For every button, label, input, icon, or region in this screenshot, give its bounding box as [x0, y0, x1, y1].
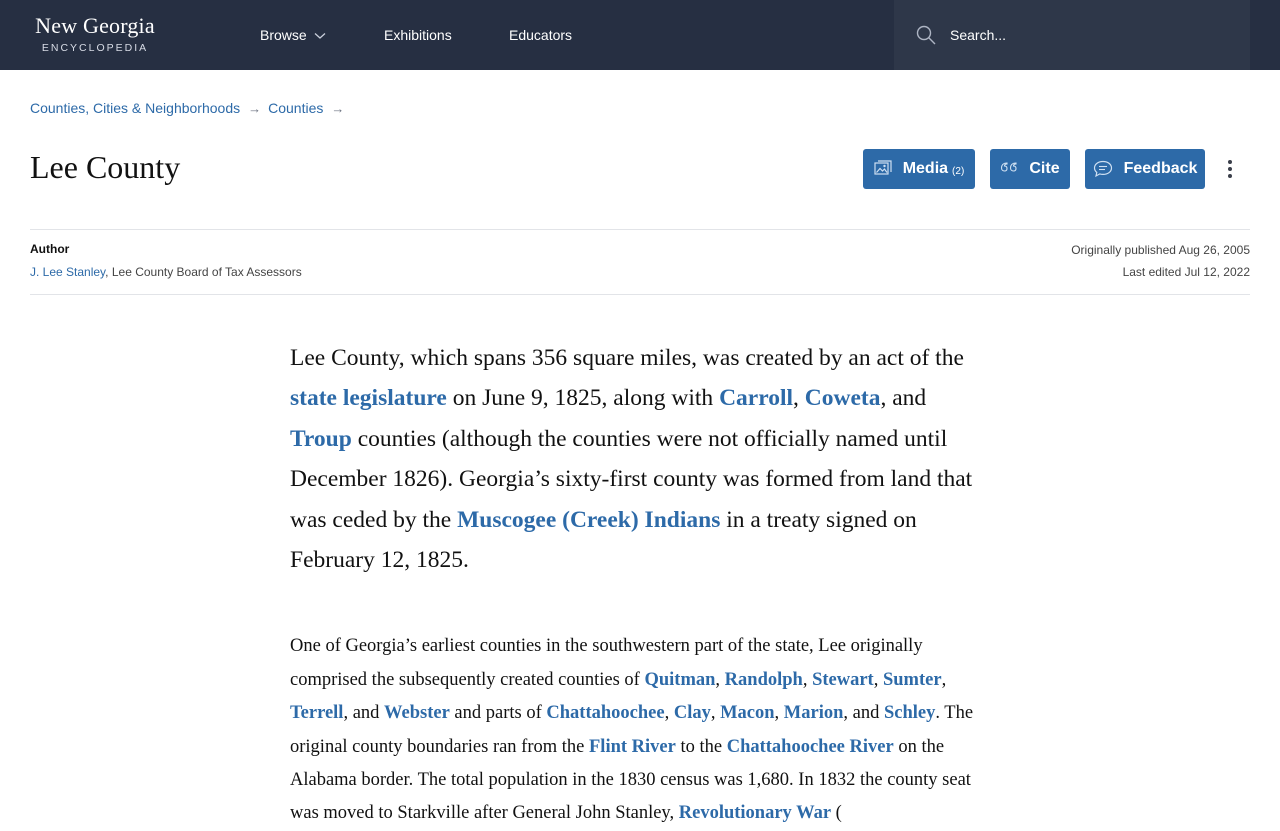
article-link[interactable]: Schley: [884, 703, 936, 724]
article-link[interactable]: Revolutionary War: [678, 803, 832, 824]
article-link[interactable]: Marion: [783, 703, 844, 724]
article-paragraph: [290, 630, 990, 830]
search-input[interactable]: [948, 26, 1228, 44]
article-link[interactable]: state legislature: [290, 385, 447, 412]
nav-exhibitions-link[interactable]: Exhibitions: [384, 27, 452, 43]
author-line: [30, 265, 302, 279]
article-text: to the: [675, 736, 727, 757]
last-edited-date: Last edited Jul 12, 2022: [1122, 265, 1250, 279]
article-text: ,: [715, 669, 725, 690]
arrow-right-icon: →: [331, 100, 345, 116]
article-link[interactable]: Chattahoochee: [546, 703, 665, 724]
divider: [30, 229, 1250, 230]
author-affiliation: , Lee County Board of Tax Assessors: [105, 265, 302, 279]
article-link[interactable]: Clay: [673, 703, 711, 724]
feedback-button[interactable]: [1085, 149, 1205, 189]
published-date: Originally published Aug 26, 2005: [1071, 243, 1250, 257]
article-link[interactable]: Troup: [290, 425, 352, 452]
article-text: ,: [941, 669, 947, 690]
article-text: Lee County, which spans 356 square miles, was created by an act of the: [290, 345, 964, 371]
logo-subtitle: ENCYCLOPEDIA: [41, 42, 149, 54]
cite-button[interactable]: [990, 149, 1070, 189]
divider: [30, 294, 1250, 295]
article-text: One of Georgia’s earliest counties in the southwestern part of the state, Lee originally comprised the subsequently created counties of: [290, 636, 923, 690]
quote-icon: [1000, 161, 1018, 177]
search-icon[interactable]: [916, 25, 936, 45]
nav-browse-label: Browse: [260, 27, 307, 43]
top-navigation-bar: [0, 0, 1280, 70]
media-count: (2): [952, 165, 965, 177]
media-button-label: Media: [902, 160, 949, 177]
article-text: ,: [802, 669, 813, 690]
article-text: . The original county boundaries ran from the: [290, 703, 974, 757]
site-logo[interactable]: [30, 13, 160, 55]
article-text: in a treaty signed on February 12, 1825.: [290, 506, 917, 574]
article-link[interactable]: Carroll: [719, 385, 794, 412]
article-text: (: [831, 803, 842, 824]
image-gallery-icon: [874, 160, 892, 178]
breadcrumb-link-counties[interactable]: Counties: [268, 100, 324, 116]
author-label: Author: [30, 242, 70, 256]
breadcrumb: [30, 100, 351, 116]
article-link[interactable]: Muscogee (Creek) Indians: [457, 506, 721, 533]
article-link[interactable]: Chattahoochee River: [726, 736, 894, 757]
nav-browse-menu[interactable]: [260, 0, 326, 70]
page-title: Lee County: [30, 149, 181, 185]
chat-bubble-icon: [1093, 160, 1113, 178]
cite-button-label: Cite: [1029, 160, 1060, 177]
article-text: , and: [880, 385, 927, 412]
article-text: on June 9, 1825, along with: [446, 385, 720, 412]
article-text: counties (although the counties were not officially named until December 1826). Georgia’s sixty-first county was formed from land that was ceded by the: [290, 425, 973, 533]
article-body: [290, 338, 990, 831]
article-link[interactable]: Quitman: [644, 669, 716, 690]
article-link[interactable]: Terrell: [290, 703, 344, 724]
article-link[interactable]: Sumter: [882, 669, 942, 690]
article-text: on the Alabama border. The total population in the 1830 census was 1,680. In 1832 the county seat was moved to Starkville after General John Stanley,: [290, 736, 971, 824]
logo-title: New Georgia: [35, 13, 155, 38]
search-bar[interactable]: [894, 0, 1250, 70]
article-link[interactable]: Randolph: [724, 669, 803, 690]
article-link[interactable]: Coweta: [804, 385, 881, 412]
article-text: , and: [343, 703, 385, 724]
article-link[interactable]: Flint River: [589, 736, 676, 757]
article-text: ,: [774, 703, 784, 724]
article-text: , and: [843, 703, 884, 724]
article-link[interactable]: Webster: [384, 703, 450, 724]
article-link[interactable]: Macon: [720, 703, 775, 724]
article-text: ,: [710, 703, 721, 724]
breadcrumb-link-counties-cities[interactable]: Counties, Cities & Neighborhoods: [30, 100, 241, 116]
article-text: and parts of: [449, 703, 547, 724]
chevron-down-icon: [314, 32, 326, 40]
media-button[interactable]: [863, 149, 975, 189]
article-link[interactable]: Stewart: [812, 669, 874, 690]
more-options-icon[interactable]: [1220, 154, 1240, 184]
feedback-button-label: Feedback: [1123, 160, 1198, 177]
article-text: ,: [664, 703, 674, 724]
lead-paragraph: [290, 338, 990, 580]
article-text: ,: [793, 385, 805, 412]
author-name-link[interactable]: J. Lee Stanley: [30, 265, 106, 279]
arrow-right-icon: →: [248, 100, 262, 116]
article-text: ,: [873, 669, 883, 690]
nav-educators-link[interactable]: Educators: [509, 27, 573, 43]
